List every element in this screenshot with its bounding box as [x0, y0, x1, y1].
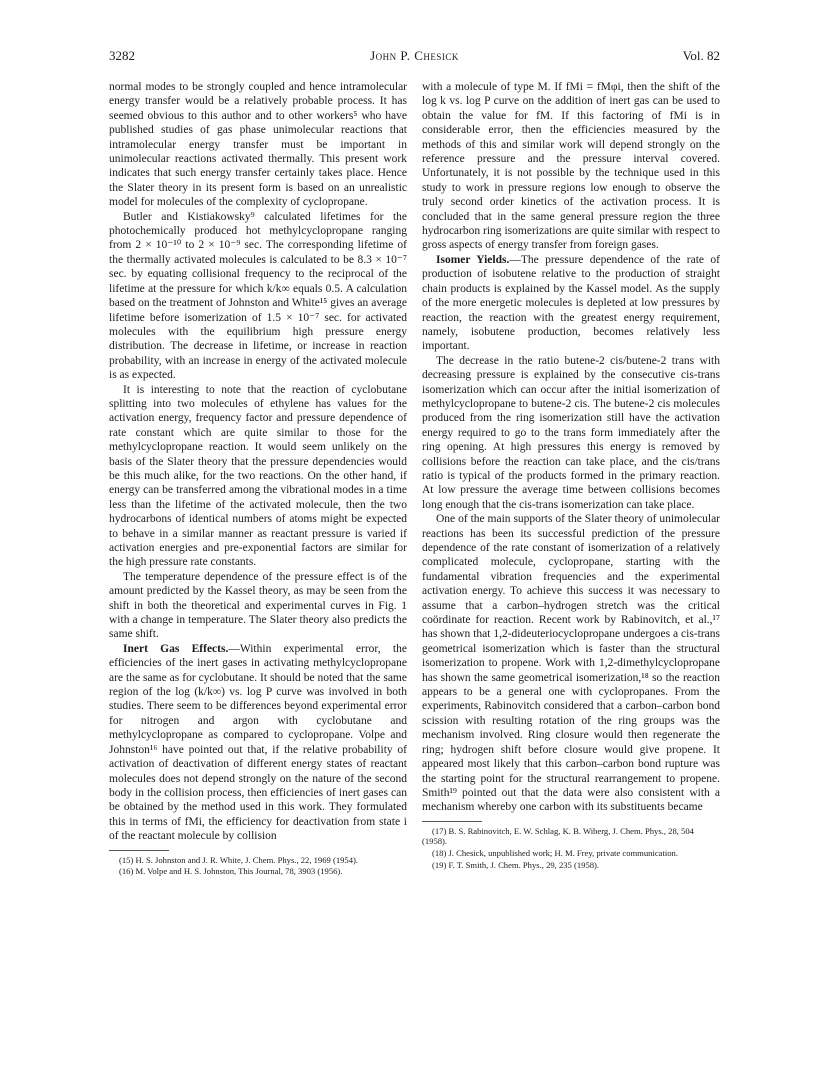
volume-number: Vol. 82	[682, 48, 720, 63]
footnote: (19) F. T. Smith, J. Chem. Phys., 29, 235 (1958).	[432, 859, 600, 870]
footnotes	[109, 855, 407, 877]
paragraph: The decrease in the ratio butene-2 cis/butene-2 trans with decreasing pressure is explained by the consecutive cis-trans isomerization which can occur after the initial isomerization of methylcyclopropane to butene-2 cis. The butene-2 cis molecules produced from the ring isomerization still have the activation energy required to go to the trans form immediately after the ring opening. At high pressures this energy is removed by collisions before the reaction can take place, and the cis/trans ratio is typical of the products formed in the primary reaction. At low pressure the average time between collisions becomes long enough that the cis-trans isomerization can take place.	[422, 354, 720, 511]
paragraph: normal modes to be strongly coupled and hence intramolecular energy transfer would be a relatively probable process. It has seemed obvious to this author and to other workers⁵ who have published studies of gas phase unimolecular reactions that intramolecular energy transfer must be important in unimolecular reactions activated thermally. This present work indicates that such energy transfer certainly takes place. Hence the Slater theory in its present form is based on an unrealistic model for molecules of the complexity of cyclopropane.	[109, 81, 407, 209]
footnote-divider	[109, 850, 169, 851]
paragraph: Butler and Kistiakowsky⁹ calculated lifetimes for the photochemically produced hot methylcyclopropane ranging from 2 × 10⁻¹⁰ to 2 × 10⁻⁹ sec. The corresponding lifetime of the thermally activated molecules is calculated to be 8.3 × 10⁻⁷ sec. by equating collisional frequency to the reciprocal of the lifetime at the pressure for which k/k∞ equals 0.5. A calculation based on the treatment of Johnston and White¹⁵ gives an average lifetime before isomerization of 1.5 × 10⁻⁷ sec. for activated molecules with the equilibrium high pressure energy distribution. The decrease in lifetime, or increase in reaction probability, with an increase in energy of the activated molecule is as expected.	[109, 210, 407, 382]
paragraph	[422, 253, 720, 354]
paragraph: One of the main supports of the Slater theory of unimolecular reactions has been its successful prediction of the pressure dependence of the rate constant of isomerization of a relatively complicated molecule, cyclopropane, starting with the fundamental vibration frequencies and the experimental activation energy. To achieve this success it was necessary to assume that a carbon–hydrogen stretch was the critical coördinate for reaction. Recent work by Rabinovitch, et al.,¹⁷ has shown that 1,2-dideuteriocyclopropane undergoes a cis-trans geometrical isomerization which is faster than the structural isomerization to propene. Work with 1,2-dimethylcyclopropane has shown the same geometrical isomerization,¹⁸ so the reaction appears to be a general one with cyclopropanes. From the experiments, Rabinovitch considered that a carbon–carbon bond scission with resulting rotation of the ring groups was the mechanism involved. Ring closure would then regenerate the ring; hydrogen shift before closure would give propene. It appeared most likely that this carbon–carbon bond rupture was the starting point for the structural rearrangement to propene. Smith¹⁹ pointed out that the data were also consistent with a mechanism whereby one carbon with its substituents became	[422, 513, 720, 814]
running-header	[109, 48, 720, 64]
footnote: (16) M. Volpe and H. S. Johnston, This Journal, 78, 3903 (1956).	[119, 866, 343, 877]
footnote: (15) H. S. Johnston and J. R. White, J. Chem. Phys., 22, 1969 (1954).	[119, 854, 359, 865]
paragraph: The temperature dependence of the pressure effect is of the amount predicted by the Kassel theory, as may be seen from the shift in both the theoretical and experimental curves in Fig. 1 with a change in temperature. The Slater theory also predicts the same shift.	[109, 570, 407, 641]
paragraph-text: —Within experimental error, the efficiencies of the inert gases in activating methylcyclopropane are the same as for cyclobutane. It should be noted that the same region of the log (k/k∞) vs. log P curve was involved in both studies. There seem to be differences beyond experimental error for nitrogen and argon with cyclobutane and methylcyclopropane as compared to cyclopropane. Volpe and Johnston¹⁶ have pointed out that, if the relative probability of activation of deactivation of different energy states of reactant molecules does not depend strongly on the nature of the second body in the collision process, then efficiencies of inert gases can be obtained by the method used in this work. They formulated this in terms of fMi, the efficiency for deactivation from state i of the reactant molecule by collision	[109, 642, 407, 843]
paragraph: with a molecule of type M. If fMi = fMφi, then the shift of the log k vs. log P curve on the addition of inert gas can be used to obtain the value for fM. If this factoring of fMi is in considerable error, then the efficiencies measured by the methods of this and similar work will depend strongly on the reference pressure and the pressure interval covered. Unfortunately, it is not possible by the technique used in this study to work in pressure regions low enough to observe the truly second order kinetics of the activation process. It is concluded that in the same general pressure region the three hydrocarbon ring isomerizations are quite similar with respect to gross aspects of energy transfer from foreign gases.	[422, 81, 720, 252]
footnotes	[422, 826, 720, 870]
paragraph: It is interesting to note that the reaction of cyclobutane splitting into two molecules of ethylene has values for the activation energy, frequency factor and pressure dependence of rate constant which are quite similar to those for the methylcyclopropane reaction. It would seem unlikely on the basis of the Slater theory that the pressure dependencies would be this much alike, for the two reactions. On the other hand, if energy can be transferred among the vibrational modes in a time less than the lifetime of the activated molecule, then the two hydrocarbons of identical numbers of atoms might be expected to behave in a similar manner as reactant pressure is varied if activation energies and pre-exponential factors are similar for the high pressure rate constants.	[109, 383, 407, 569]
right-column	[422, 80, 720, 871]
section-heading: Isomer Yields.	[436, 253, 510, 266]
running-author: John P. Chesick	[370, 48, 459, 63]
left-column	[109, 80, 407, 878]
paragraph	[109, 642, 407, 844]
paragraph-text: —The pressure dependence of the rate of production of isobutene relative to the production of straight chain products is explained by the Kassel model. As the supply of the more energetic molecules is depleted at low pressures by reaction, the reaction with the greatest energy requirement, namely, isobutene production, becomes relatively less important.	[422, 253, 720, 353]
footnote: (18) J. Chesick, unpublished work; H. M. Frey, private communication.	[432, 847, 678, 858]
footnote: (17) B. S. Rabinovitch, E. W. Schlag, K. B. Wiberg, J. Chem. Phys., 28, 504 (1958).	[422, 825, 694, 847]
section-heading: Inert Gas Effects.	[123, 642, 229, 655]
page-number: 3282	[109, 48, 135, 63]
footnote-divider	[422, 821, 482, 822]
